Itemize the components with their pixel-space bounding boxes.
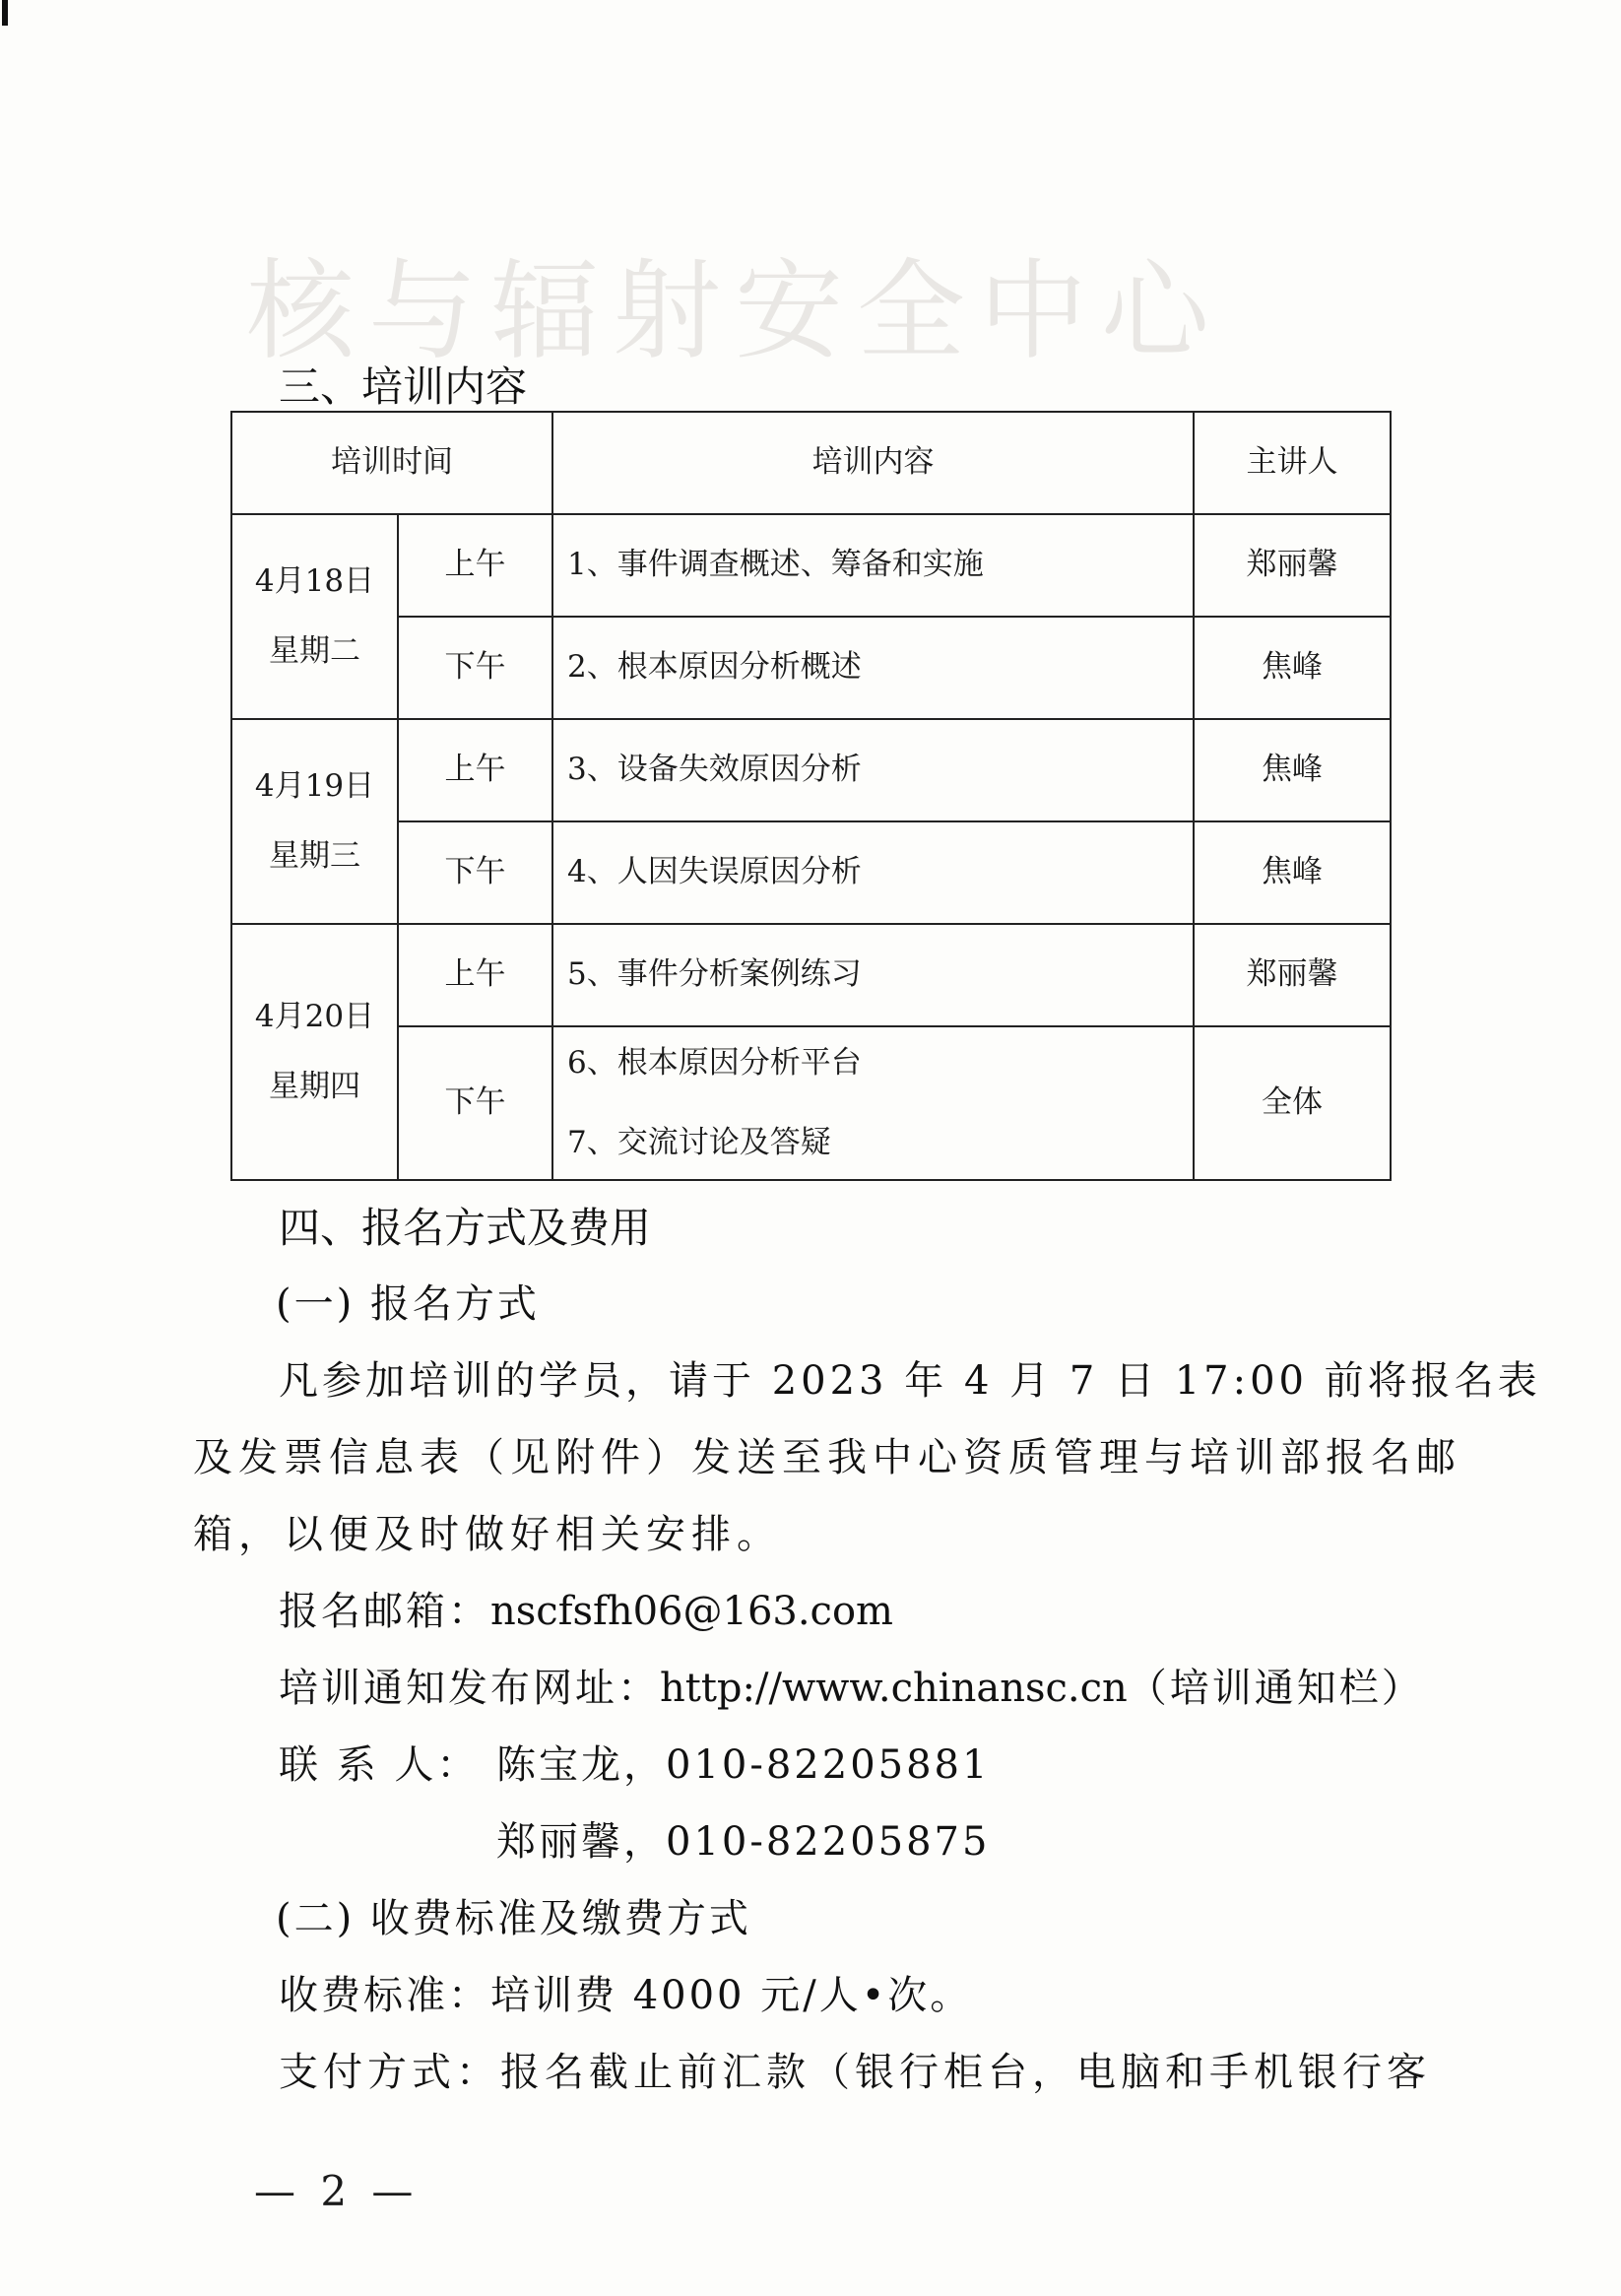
section3-title: 三、培训内容 xyxy=(279,362,528,411)
contact-label: 联 系 人： xyxy=(279,1742,480,1788)
header-speaker: 主讲人 xyxy=(1194,412,1391,514)
email-line xyxy=(279,1580,893,1636)
body-line: 及发票信息表（见附件）发送至我中心资质管理与培训部报名邮 xyxy=(193,1435,1461,1480)
contact-2: 郑丽馨，010-82205875 xyxy=(496,1819,991,1865)
date: 4月18日 xyxy=(254,562,375,599)
session-content-line: 7、交流讨论及答疑 xyxy=(567,1125,831,1160)
session-content: 2、根本原因分析概述 xyxy=(552,617,1194,719)
table-row xyxy=(231,924,1391,1026)
table-row xyxy=(231,719,1391,821)
session-content xyxy=(552,1026,1194,1180)
speaker: 焦峰 xyxy=(1194,821,1391,924)
date-cell xyxy=(231,514,398,719)
table-row xyxy=(231,1026,1391,1180)
url-note: （培训通知栏） xyxy=(1127,1666,1424,1711)
table-row xyxy=(231,617,1391,719)
session-content: 3、设备失效原因分析 xyxy=(552,719,1194,821)
date-cell xyxy=(231,719,398,924)
session-content: 4、人因失误原因分析 xyxy=(552,821,1194,924)
weekday: 星期三 xyxy=(269,838,360,874)
period: 下午 xyxy=(398,617,552,719)
period: 上午 xyxy=(398,924,552,1026)
speaker: 焦峰 xyxy=(1194,719,1391,821)
email-label: 报名邮箱： xyxy=(279,1589,490,1634)
url-link: http://www.chinansc.cn xyxy=(660,1666,1128,1711)
email-address: nscfsfh06@163.com xyxy=(490,1589,893,1634)
speaker: 全体 xyxy=(1194,1026,1391,1180)
table-header-row xyxy=(231,412,1391,514)
training-schedule-table xyxy=(230,411,1392,1181)
weekday: 星期四 xyxy=(269,1069,360,1104)
period: 上午 xyxy=(398,514,552,617)
sub1-title: (一) 报名方式 xyxy=(276,1281,540,1327)
date-cell xyxy=(231,924,398,1180)
speaker: 焦峰 xyxy=(1194,617,1391,719)
body-line: 箱，以便及时做好相关安排。 xyxy=(193,1512,782,1557)
date: 4月19日 xyxy=(254,767,375,804)
speaker: 郑丽馨 xyxy=(1194,514,1391,617)
session-content-line: 6、根本原因分析平台 xyxy=(567,1044,862,1081)
weekday: 星期二 xyxy=(269,633,360,669)
table-row xyxy=(231,821,1391,924)
table-row xyxy=(231,514,1391,617)
header-time: 培训时间 xyxy=(231,412,552,514)
body-line: 凡参加培训的学员，请于 2023 年 4 月 7 日 17:00 前将报名表 xyxy=(279,1358,1541,1404)
url-label: 培训通知发布网址： xyxy=(279,1666,660,1711)
period: 下午 xyxy=(398,821,552,924)
scan-corner-mark xyxy=(2,0,8,26)
sub2-title: (二) 收费标准及缴费方式 xyxy=(276,1896,751,1941)
url-line xyxy=(279,1657,1424,1713)
header-content: 培训内容 xyxy=(552,412,1194,514)
payment-line: 支付方式：报名截止前汇款（银行柜台，电脑和手机银行客 xyxy=(279,2050,1431,2095)
speaker: 郑丽馨 xyxy=(1194,924,1391,1026)
fee-line: 收费标准：培训费 4000 元/人•次。 xyxy=(279,1973,973,2018)
date: 4月20日 xyxy=(254,998,375,1034)
period: 下午 xyxy=(398,1026,552,1180)
period: 上午 xyxy=(398,719,552,821)
session-content: 1、事件调查概述、筹备和实施 xyxy=(552,514,1194,617)
section4-title: 四、报名方式及费用 xyxy=(279,1204,652,1252)
contact-line xyxy=(279,1734,990,1790)
session-content: 5、事件分析案例练习 xyxy=(552,924,1194,1026)
bleed-through-text: 核与辐射安全中心 xyxy=(246,248,1223,374)
contact-1: 陈宝龙，010-82205881 xyxy=(496,1742,991,1788)
page-number: — 2 — xyxy=(254,2167,420,2215)
